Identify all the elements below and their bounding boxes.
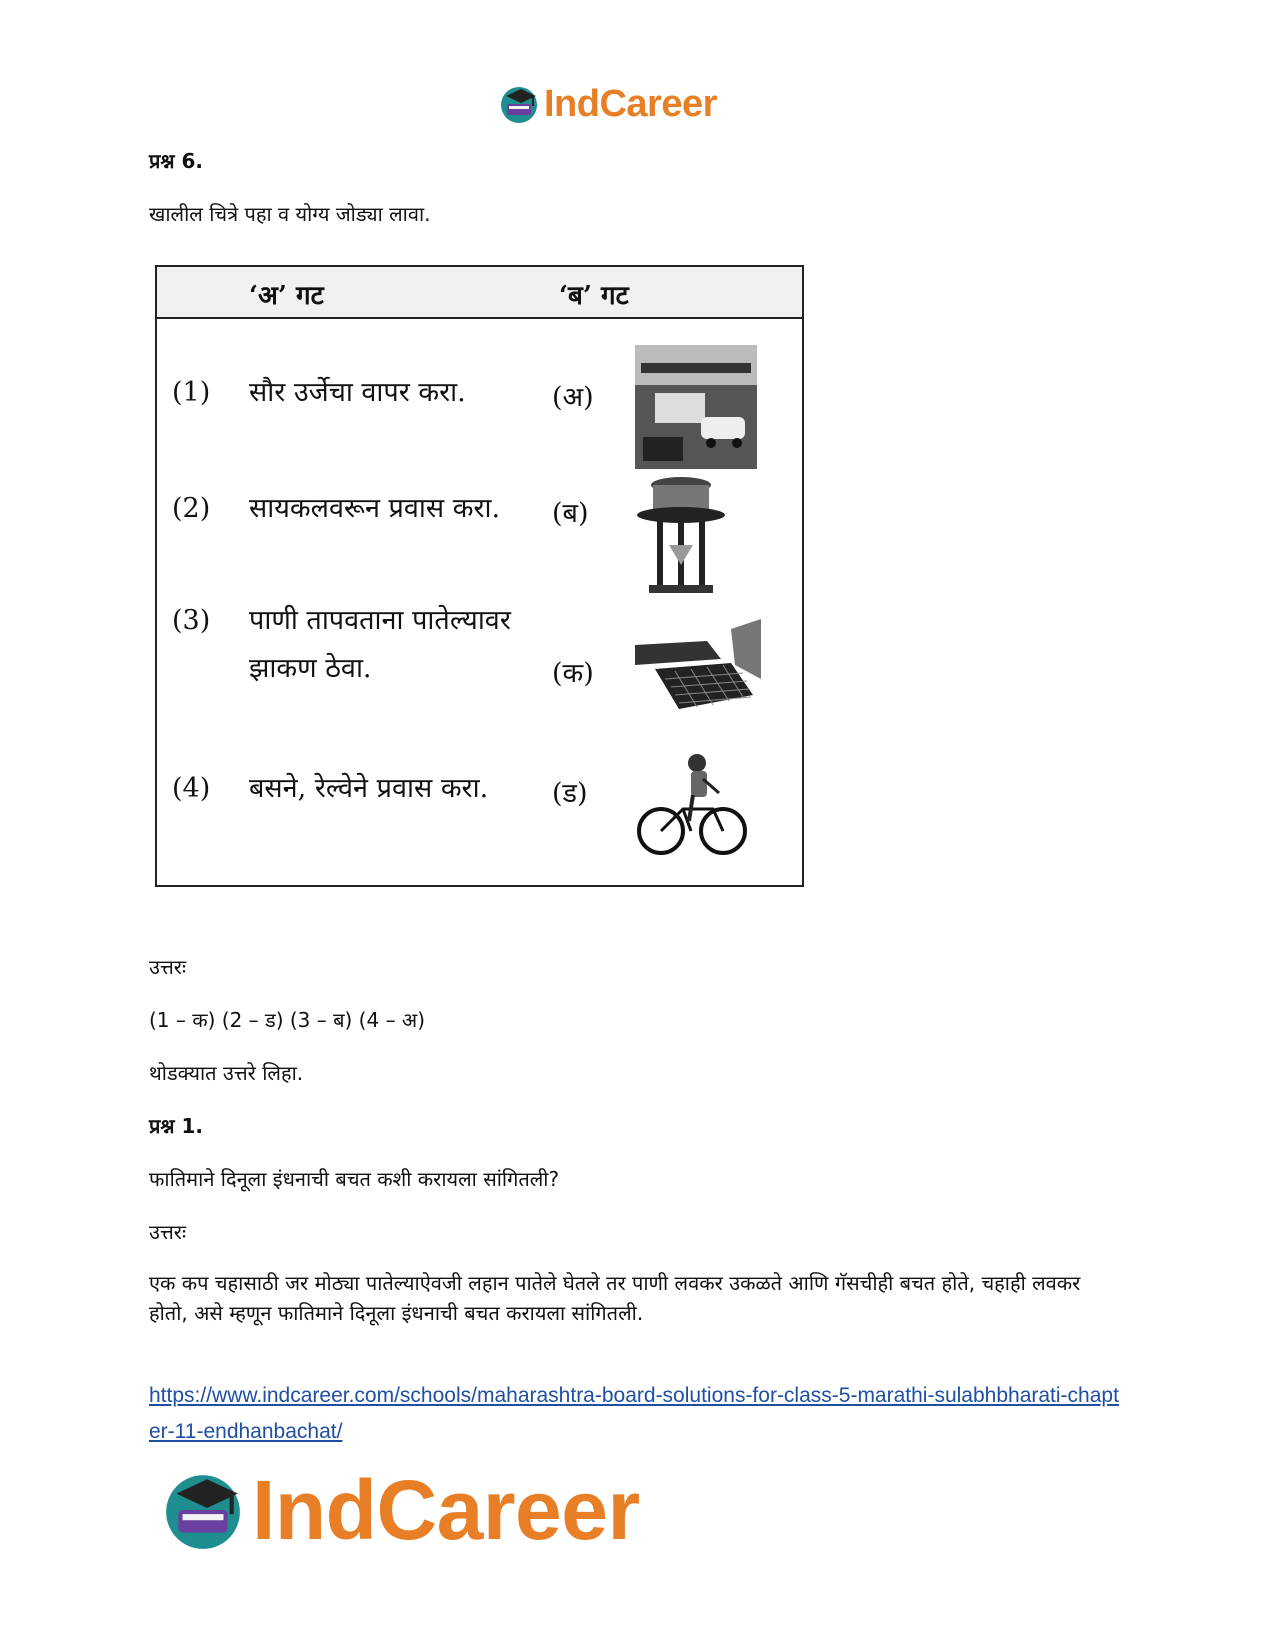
brand-name: IndCareer <box>252 1462 640 1557</box>
solar-panel-icon <box>635 619 761 711</box>
traffic-photo-icon <box>635 345 757 469</box>
section-heading: थोडक्यात उत्तरे लिहा. <box>149 1061 304 1085</box>
question-1-answer-label: उत्तरः <box>149 1220 186 1244</box>
column-a-heading: ‘अ’ गट <box>249 281 324 311</box>
row-number: (2) <box>172 493 211 524</box>
graduation-cap-book-icon <box>160 1467 246 1553</box>
matching-table <box>155 265 804 887</box>
question-6-instruction: खालील चित्रे पहा व योग्य जोड्या लावा. <box>149 202 431 226</box>
row-text: सायकलवरून प्रवास करा. <box>249 493 501 524</box>
source-link[interactable]: https://www.indcareer.com/schools/maharashtra-board-solutions-for-class-5-marathi-sulabhbharati-chapter-11-endhanbachat/ <box>149 1384 1119 1443</box>
row-number: (4) <box>172 773 211 804</box>
question-6-label: प्रश्न 6. <box>149 149 203 173</box>
row-option: (ड) <box>552 778 588 809</box>
graduation-cap-book-icon <box>498 83 540 125</box>
row-text: सौर उर्जेचा वापर करा. <box>249 377 466 408</box>
column-b-heading: ‘ब’ गट <box>559 281 629 311</box>
question-6-answer-label: उत्तरः <box>149 955 186 979</box>
question-1-answer: एक कप चहासाठी जर मोठ्या पातेल्याऐवजी लहान पातेले घेतले तर पाणी लवकर उकळते आणि गॅसचीही बचत होते, चहाही लवकर होतो, असे म्हणून फातिमाने दिनूला इंधनाची बचत करायला सांगितली. <box>149 1271 1081 1325</box>
solar-cooker-icon <box>635 475 727 605</box>
row-text: पाणी तापवताना पातेल्यावर झाकण ठेवा. <box>249 605 511 684</box>
matching-table-header <box>157 267 802 319</box>
row-option: (अ) <box>552 382 594 413</box>
question-1-label: प्रश्न 1. <box>149 1114 203 1138</box>
brand-name: IndCareer <box>544 82 717 125</box>
row-number: (3) <box>172 605 211 636</box>
row-number: (1) <box>172 377 211 408</box>
question-1-text: फातिमाने दिनूला इंधनाची बचत कशी करायला सांगितली? <box>149 1167 560 1191</box>
row-option: (ब) <box>552 498 589 529</box>
question-6-answer: (1 – क) (2 – ड) (3 – ब) (4 – अ) <box>149 1008 426 1032</box>
logo-footer <box>160 1462 640 1557</box>
logo-header <box>498 82 717 126</box>
row-text: बसने, रेल्वेने प्रवास करा. <box>249 773 489 804</box>
row-option: (क) <box>552 658 594 689</box>
boy-on-bicycle-icon <box>635 749 749 859</box>
